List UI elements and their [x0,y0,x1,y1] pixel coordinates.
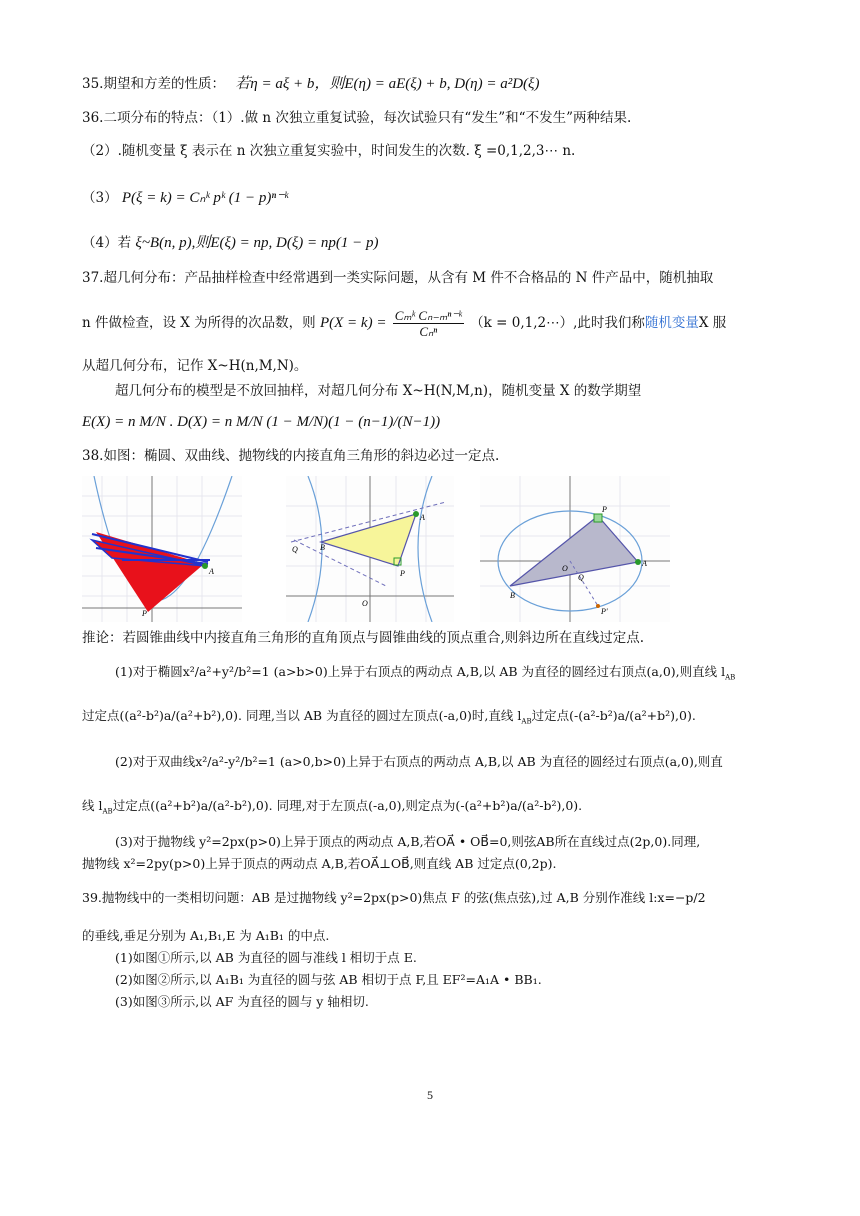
fig3-label-p-prime: P' [601,607,608,616]
fig3-label-q: Q [578,573,584,582]
hyperbola-figure [286,476,454,622]
item-36-3-label: （3） [82,190,118,206]
point-1b-sub: AB [521,717,532,726]
item-36-2: （2）.随机变量 ξ 表示在 n 次独立重复实验中，时间发生的次数. ξ =0,1,2,3⋯ n. [82,143,576,159]
point-2b-sub: AB [102,807,113,816]
item-39: 39.抛物线中的一类相切问题：AB 是过抛物线 y²=2px(p>0)焦点 F 的弦(焦点弦),过 A,B 分别作准线 l:x=−p/2 [82,890,706,905]
item-37-2-text: n 件做检查，设 X 为所得的次品数，则 [82,315,316,331]
item-35-formula: 若η = aξ + b，则E(η) = aE(ξ) + b, D(η) = a²D(ξ) [235,76,540,92]
fig3-label-b: B [510,591,515,600]
fig2-label-o: O [362,599,368,608]
item-37-2-end: X 服 [698,315,727,331]
point-1a [115,662,735,688]
item-37-3: 从超几何分布，记作 X~H(n,M,N)。 [82,358,308,374]
fig2-label-p: P [400,569,405,578]
point-1b [82,706,696,732]
fig2-label-q: Q [292,545,298,554]
fraction-denominator: Cₙⁿ [419,324,438,339]
item-37-5-formula: E(X) = n M/N . D(X) = n M/N (1 − M/N)(1 − (n−1)/(N−1)) [82,414,441,430]
item-36-4-label: （4）若 [82,235,132,251]
item-39-c: (1)如图①所示,以 AB 为直径的圆与准线 l 相切于点 E. [115,950,417,965]
item-36: 36.二项分布的特点：（1）.做 n 次独立重复试验，每次试验只有“发生”和“不发生”两种结果. [82,110,632,126]
fig2-label-b: B [320,543,325,552]
point-3b: 抛物线 x²=2py(p>0)上异于顶点的两动点 A,B,若OA⃗⊥OB⃗,则直线 AB 过定点(0,2p). [82,856,557,871]
item-36-4 [82,233,379,253]
fig3-label-o: O [562,564,568,573]
item-39-d: (2)如图②所示,以 A₁B₁ 为直径的圆与弦 AB 相切于点 F,且 EF²=A₁A • BB₁. [115,972,542,987]
item-37-2 [82,306,726,340]
item-35-text: 35.期望和方差的性质： [82,76,225,92]
item-37-4: 超几何分布的模型是不放回抽样，对超几何分布 X~H(N,M,n)，随机变量 X 的数学期望 [115,383,642,399]
item-38: 38.如图：椭圆、双曲线、抛物线的内接直角三角形的斜边必过一定点. [82,448,500,464]
item-36-3 [82,188,288,208]
point-1c-text: 过定点(-(a²-b²)a/(a²+b²),0). [531,708,696,723]
point-2c-text: 过定点((a²+b²)a/(a²-b²),0). 同理,对于左顶点(-a,0),则定点为(-(a²+b²)a/(a²-b²),0). [112,798,583,813]
point-1a-sub: AB [725,673,736,682]
fig3-label-a: A [642,559,647,568]
item-35 [82,74,539,94]
hypergeometric-formula-lhs: P(X = k) = [319,315,387,331]
random-variable-link[interactable]: 随机变量 [644,315,699,331]
point-2a: (2)对于双曲线x²/a²-y²/b²=1 (a>0,b>0)上异于右顶点的两动点 A,B,以 AB 为直径的圆经过右顶点(a,0),则直 [115,754,723,769]
point-2b-text: 线 l [82,798,103,813]
fig2-label-a: A [420,513,425,522]
item-37-2-tail: （k = 0,1,2⋯）,此时我们称 [470,315,645,331]
fig3-label-p: P [602,505,607,514]
fig1-label-a: A [209,567,214,576]
item-36-4-formula: ξ~B(n, p),则E(ξ) = np, D(ξ) = np(1 − p) [135,235,379,251]
point-2b [82,796,582,822]
fraction-numerator: Cₘᵏ Cₙ₋ₘⁿ⁻ᵏ [394,308,462,323]
item-39-b: 的垂线,垂足分别为 A₁,B₁,E 为 A₁B₁ 的中点. [82,928,330,943]
fig1-label-p: P [142,609,147,618]
parabola-figure [82,476,242,622]
inference: 推论：若圆锥曲线中内接直角三角形的直角顶点与圆锥曲线的顶点重合,则斜边所在直线过定点. [82,630,645,646]
hypergeometric-fraction [393,308,464,339]
item-39-e: (3)如图③所示,以 AF 为直径的圆与 y 轴相切. [115,994,369,1009]
point-1b-text: 过定点((a²-b²)a/(a²+b²),0). 同理,当以 AB 为直径的圆过左顶点(-a,0)时,直线 l [82,708,522,723]
point-1a-text: (1)对于椭圆x²/a²+y²/b²=1 (a>b>0)上异于右顶点的两动点 A,B,以 AB 为直径的圆经过右顶点(a,0),则直线 l [115,664,726,679]
ellipse-figure [480,476,670,622]
item-36-3-formula: P(ξ = k) = Cₙᵏ pᵏ (1 − p)ⁿ⁻ᵏ [121,190,289,206]
point-3a: (3)对于抛物线 y²=2px(p>0)上异于顶点的两动点 A,B,若OA⃗ • OB⃗=0,则弦AB所在直线过点(2p,0).同理, [115,834,701,849]
item-37: 37.超几何分布：产品抽样检查中经常遇到一类实际问题，从含有 M 件不合格品的 N 件产品中，随机抽取 [82,270,714,286]
page-number: 5 [427,1088,433,1102]
